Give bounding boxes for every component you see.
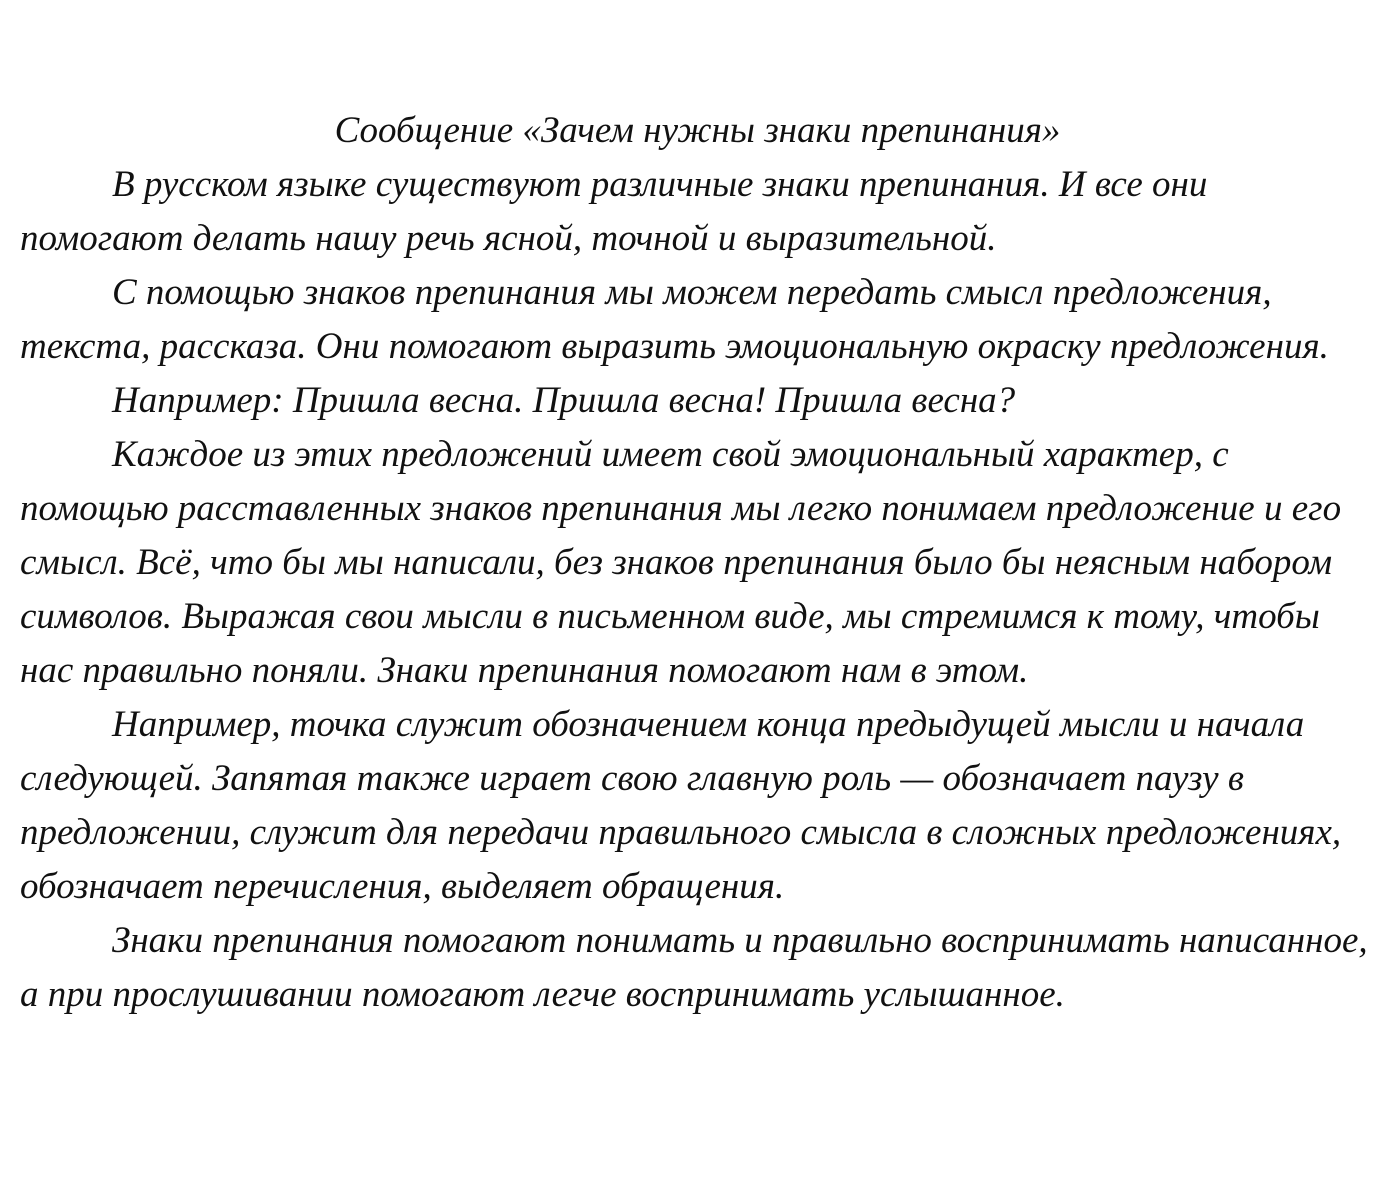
document-body (20, 104, 1375, 1022)
paragraph-conclusion: Знаки препинания помогают понимать и правильно воспринимать написанное, а при прослушивании помогают легче воспринимать услышанное. (20, 920, 1368, 1015)
paragraph-emotional-character: Каждое из этих предложений имеет свой эмоциональный характер, с помощью расставленных знаков препинания мы легко понимаем предложение и его смысл. Всё, что бы мы написали, без знаков препинания было бы неясным набором символов. Выражая свои мысли в письменном виде, мы стремимся к тому, чтобы нас правильно поняли. Знаки препинания помогают нам в этом. (20, 434, 1342, 691)
paragraph-example: Например: Пришла весна. Пришла весна! Пришла весна? (112, 380, 1016, 421)
document-title: Сообщение «Зачем нужны знаки препинания» (334, 110, 1061, 151)
paragraph-meaning: С помощью знаков препинания мы можем передать смысл предложения, текста, рассказа. Они помогают выразить эмоциональную окраску предложения. (20, 272, 1329, 367)
paragraph-period-comma: Например, точка служит обозначением конца предыдущей мысли и начала следующей. Запятая также играет свою главную роль — обозначает паузу в предложении, служит для передачи правильного смысла в сложных предложениях, обозначает перечисления, выделяет обращения. (20, 704, 1342, 907)
paragraph-intro: В русском языке существуют различные знаки препинания. И все они помогают делать нашу речь ясной, точной и выразительной. (20, 164, 1208, 259)
